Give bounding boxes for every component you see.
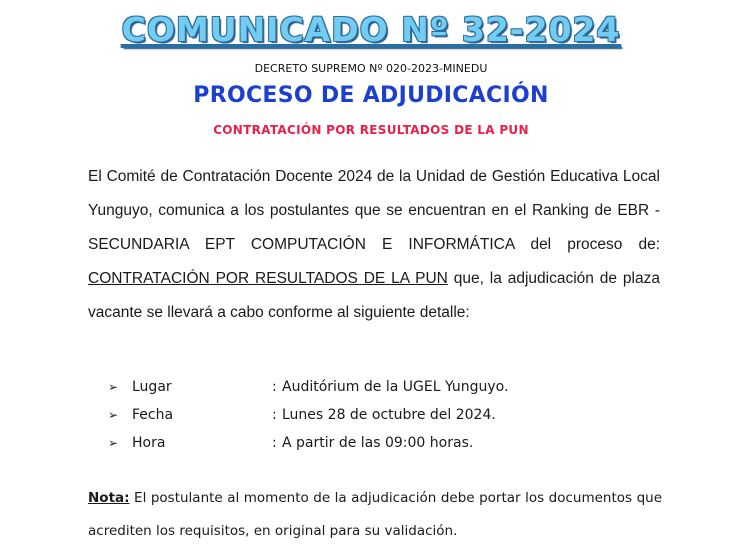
document-title: COMUNICADO Nº 32-2024 <box>121 10 621 49</box>
detail-value: A partir de las 09:00 horas. <box>282 435 474 451</box>
detail-label: Lugar <box>132 379 172 395</box>
arrow-bullet-icon: ➢ <box>108 408 119 422</box>
colon-separator: : <box>272 407 277 423</box>
detail-row-date <box>108 401 668 429</box>
note-label: Nota: <box>88 490 130 506</box>
detail-value: Lunes 28 de octubre del 2024. <box>282 407 496 423</box>
paragraph-text-2: que, la adjudicación de plaza vacante se llevará a cabo conforme al siguiente detalle: <box>88 270 660 321</box>
arrow-bullet-icon: ➢ <box>108 380 119 394</box>
details-list <box>108 373 668 457</box>
paragraph-underlined-text: CONTRATACIÓN POR RESULTADOS DE LA PUN <box>88 270 448 287</box>
announcement-paragraph <box>88 160 660 330</box>
detail-row-time <box>108 429 668 457</box>
detail-label: Fecha <box>132 407 174 423</box>
arrow-bullet-icon: ➢ <box>108 436 119 450</box>
colon-separator: : <box>272 435 277 451</box>
detail-label: Hora <box>132 435 166 451</box>
detail-value: Auditórium de la UGEL Yunguyo. <box>282 379 509 395</box>
decree-reference: DECRETO SUPREMO Nº 020-2023-MINEDU <box>254 62 488 75</box>
note-text: El postulante al momento de la adjudicación debe portar los documentos que acrediten los requisitos, en original para su validación. <box>88 490 662 539</box>
detail-row-place <box>108 373 668 401</box>
paragraph-text-1: El Comité de Contratación Docente 2024 de la Unidad de Gestión Educativa Local Yunguyo, comunica a los postulantes que se encuentran en el Ranking de EBR - SECUNDARIA EPT COMPUTACIÓN E INFORMÁTICA del proceso de: <box>88 168 660 253</box>
colon-separator: : <box>272 379 277 395</box>
process-subtitle: PROCESO DE ADJUDICACIÓN <box>193 83 549 108</box>
note-paragraph <box>88 482 662 548</box>
contract-type-heading: CONTRATACIÓN POR RESULTADOS DE LA PUN <box>213 123 529 137</box>
